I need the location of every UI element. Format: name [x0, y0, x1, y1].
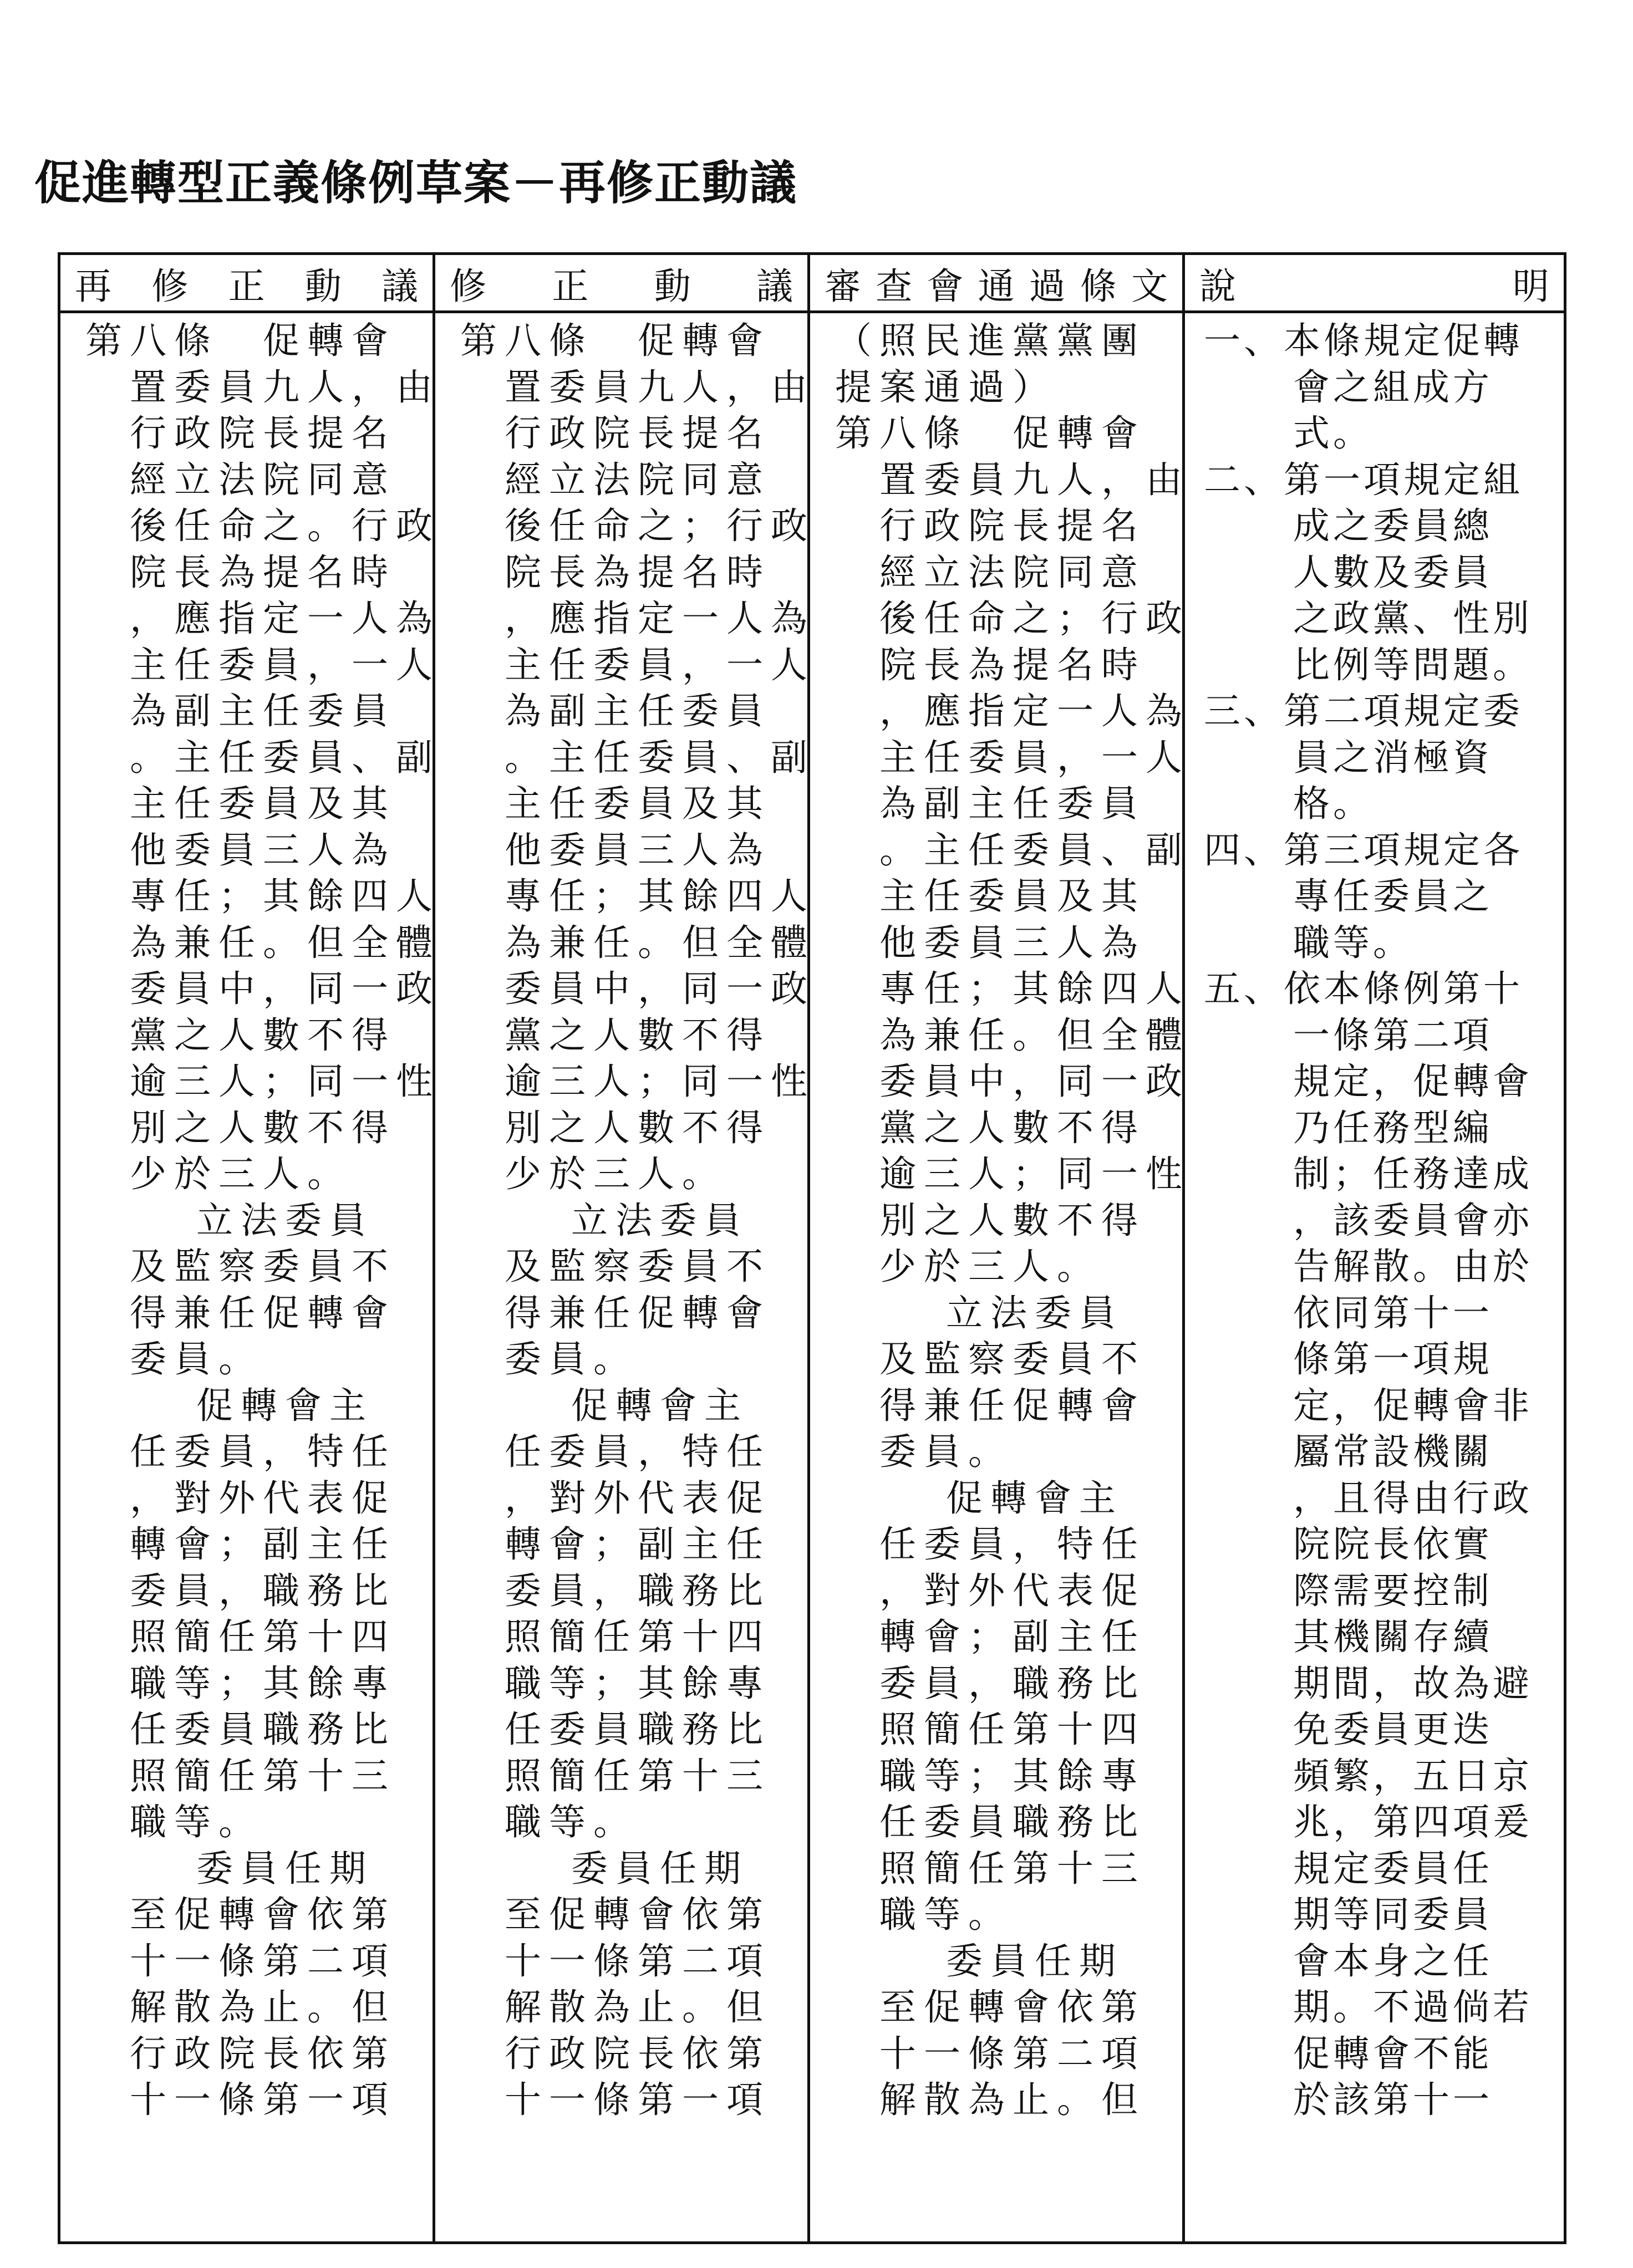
text-line: 逾三人；同一性 — [505, 1060, 815, 1103]
text-line: 第八條 促轉會 — [835, 412, 1146, 455]
text-line: 解散為止。但 — [879, 2078, 1146, 2121]
text-line: 職等。 — [879, 1893, 1013, 1936]
text-line: 職等；其餘專 — [879, 1754, 1146, 1797]
text-line: 至促轉會依第 — [879, 1986, 1146, 2029]
text-line: 十一條第一項 — [130, 2078, 396, 2121]
text-line: 行政院長提名 — [130, 412, 396, 455]
text-line: 少於三人。 — [505, 1153, 726, 1195]
text-line: 條第一項規 — [1293, 1338, 1493, 1380]
header-re-amendment — [59, 254, 434, 312]
header-char: 通 — [978, 264, 1015, 308]
text-line: 院長為提名時 — [130, 551, 396, 594]
text-line: 委員任期 — [946, 1939, 1123, 1982]
text-line: 少於三人。 — [879, 1245, 1101, 1288]
text-line: 為兼任。但全體 — [505, 921, 815, 964]
header-char: 動 — [304, 264, 342, 308]
text-line: 置委員九人，由 — [505, 365, 815, 409]
text-line: 期等同委員 — [1293, 1893, 1493, 1936]
text-line: 委員。 — [505, 1338, 638, 1380]
text-line: 為兼任。但全體 — [879, 1013, 1190, 1057]
header-char: 文 — [1131, 264, 1168, 308]
text-line: 黨之人數不得 — [130, 1013, 396, 1057]
text-line: 十一條第二項 — [505, 1939, 771, 1982]
text-line: 專任；其餘四人 — [130, 875, 440, 918]
text-line: ，應指定一人為 — [130, 597, 440, 640]
text-line: 解散為止。但 — [130, 1986, 396, 2029]
header-char: 查 — [876, 264, 913, 308]
text-line: 照簡任第十四 — [505, 1615, 771, 1658]
text-line: 為副主任委員 — [879, 782, 1146, 825]
text-line: 院長為提名時 — [879, 643, 1146, 686]
text-line: 會本身之任 — [1293, 1939, 1493, 1982]
text-line: ，應指定一人為 — [879, 690, 1190, 732]
text-line: 於該第十一 — [1293, 2078, 1493, 2121]
text-line: 院長為提名時 — [505, 551, 771, 594]
text-line: 後任命之。行政 — [130, 504, 440, 547]
text-line: 職等。 — [130, 1801, 263, 1843]
text-line: 行政院長依第 — [130, 2032, 396, 2075]
header-char: 議 — [756, 264, 793, 308]
text-line: 屬常設機關 — [1293, 1430, 1493, 1473]
text-line: 逾三人；同一性 — [879, 1153, 1190, 1195]
text-line: 得兼任促轉會 — [130, 1291, 396, 1334]
text-line: 後任命之；行政 — [879, 597, 1190, 640]
text-line: ，對外代表促 — [505, 1476, 771, 1520]
text-line: 轉會；副主任 — [130, 1523, 396, 1566]
text-line: 格。 — [1293, 782, 1373, 825]
header-char: 過 — [1029, 264, 1066, 308]
text-line: 他委員三人為 — [130, 828, 396, 871]
text-line: 十一條第二項 — [130, 1939, 396, 1982]
text-line: 二、第一項規定組 — [1204, 458, 1523, 501]
text-line: 定，促轉會非 — [1293, 1384, 1533, 1427]
text-line: 委員。 — [130, 1338, 263, 1380]
text-line: 職等。 — [1293, 921, 1413, 964]
text-line: 他委員三人為 — [879, 921, 1146, 964]
text-line: 促轉會主 — [946, 1476, 1123, 1520]
text-line: 任委員職務比 — [130, 1708, 396, 1751]
text-line: 行政院長提名 — [505, 412, 771, 455]
text-line: 任委員，特任 — [505, 1430, 771, 1473]
text-line: 期。不過倘若 — [1293, 1986, 1533, 2029]
text-line: 際需要控制 — [1293, 1569, 1493, 1612]
text-line: 少於三人。 — [130, 1153, 352, 1195]
text-line: 黨之人數不得 — [879, 1106, 1146, 1149]
text-line: 為副主任委員 — [130, 690, 396, 732]
text-line: 促轉會不能 — [1293, 2032, 1493, 2075]
text-line: 照簡任第十四 — [130, 1615, 396, 1658]
text-line: 委員。 — [879, 1430, 1013, 1473]
text-line: 轉會；副主任 — [879, 1615, 1146, 1658]
text-line: 之政黨、性別 — [1293, 597, 1533, 640]
text-line: 專任；其餘四人 — [505, 875, 815, 918]
table-header-row — [59, 254, 1565, 312]
text-line: 主任委員，一人 — [505, 643, 815, 686]
header-explanation — [1184, 254, 1565, 312]
text-line: 委員，職務比 — [879, 1661, 1146, 1705]
column-re-amendment — [59, 312, 440, 2243]
column-explanation — [1184, 312, 1565, 2243]
text-line: 委員任期 — [196, 1847, 374, 1890]
text-line: 經立法院同意 — [879, 551, 1146, 594]
text-line: 職等；其餘專 — [130, 1661, 396, 1705]
text-line: 至促轉會依第 — [505, 1893, 771, 1936]
text-line: 主任委員，一人 — [879, 736, 1190, 779]
header-char: 條 — [1080, 264, 1117, 308]
header-char: 會 — [927, 264, 964, 308]
text-line: 依同第十一 — [1293, 1291, 1493, 1334]
text-line: 及監察委員不 — [879, 1338, 1146, 1380]
text-line: 立法委員 — [571, 1199, 749, 1242]
text-line: 為副主任委員 — [505, 690, 771, 732]
text-line: 經立法院同意 — [130, 458, 396, 501]
text-line: 五、依本條例第十 — [1204, 967, 1523, 1010]
header-char: 修 — [151, 264, 189, 308]
text-line: 職等；其餘專 — [505, 1661, 771, 1705]
text-line: 期間，故為避 — [1293, 1661, 1533, 1705]
text-line: 比例等問題。 — [1293, 643, 1533, 686]
text-line: 主任委員及其 — [879, 875, 1146, 918]
text-line: 專任委員之 — [1293, 875, 1493, 918]
text-line: 主任委員及其 — [130, 782, 396, 825]
text-line: 。主任委員、副 — [130, 736, 440, 779]
text-line: 委員中，同一政 — [879, 1060, 1190, 1103]
text-line: 會之組成方 — [1293, 365, 1493, 409]
text-line: 置委員九人，由 — [130, 365, 440, 409]
text-line: ，應指定一人為 — [505, 597, 815, 640]
text-line: 三、第二項規定委 — [1204, 690, 1523, 732]
text-line: 促轉會主 — [196, 1384, 374, 1427]
text-line: ，對外代表促 — [130, 1476, 396, 1520]
table-body-row — [59, 312, 1565, 2243]
header-char: 正 — [552, 264, 589, 308]
text-line: 委員中，同一政 — [130, 967, 440, 1010]
text-line: 成之委員總 — [1293, 504, 1493, 547]
text-line: 第八條 促轉會 — [85, 319, 396, 362]
text-line: 其機關存續 — [1293, 1615, 1493, 1658]
text-line: 別之人數不得 — [505, 1106, 771, 1149]
text-line: 別之人數不得 — [130, 1106, 396, 1149]
text-line: 十一條第二項 — [879, 2032, 1146, 2075]
header-char: 說 — [1199, 264, 1236, 308]
text-line: 委員中，同一政 — [505, 967, 815, 1010]
text-line: 提案通過） — [835, 365, 1057, 409]
text-line: 為兼任。但全體 — [130, 921, 440, 964]
text-line: 解散為止。但 — [505, 1986, 771, 2029]
column-amendment — [434, 312, 815, 2243]
text-line: 乃任務型編 — [1293, 1106, 1493, 1149]
header-char: 審 — [825, 264, 861, 308]
text-line: 置委員九人，由 — [879, 458, 1190, 501]
text-line: 四、第三項規定各 — [1204, 828, 1523, 871]
text-line: 規定委員任 — [1293, 1847, 1493, 1890]
text-line: ，對外代表促 — [879, 1569, 1146, 1612]
document-title: 促進轉型正義條例草案－再修正動議 — [34, 155, 798, 210]
text-line: 經立法院同意 — [505, 458, 771, 501]
text-line: 照簡任第十三 — [130, 1754, 396, 1797]
text-line: 一條第二項 — [1293, 1013, 1493, 1057]
text-line: 。主任委員、副 — [505, 736, 815, 779]
text-line: 委員，職務比 — [505, 1569, 771, 1612]
header-char: 明 — [1513, 264, 1549, 308]
text-line: 員之消極資 — [1293, 736, 1493, 779]
header-char: 修 — [450, 264, 486, 308]
text-line: 照簡任第十三 — [879, 1847, 1146, 1890]
text-line: 第八條 促轉會 — [460, 319, 771, 362]
text-line: 後任命之；行政 — [505, 504, 815, 547]
header-amendment — [434, 254, 809, 312]
text-line: 主任委員，一人 — [130, 643, 440, 686]
text-line: 委員，職務比 — [130, 1569, 396, 1612]
text-line: 任委員職務比 — [879, 1801, 1146, 1843]
text-line: 主任委員及其 — [505, 782, 771, 825]
text-line: 照簡任第十三 — [505, 1754, 771, 1797]
text-line: 至促轉會依第 — [130, 1893, 396, 1936]
text-line: 黨之人數不得 — [505, 1013, 771, 1057]
text-line: 照簡任第十四 — [879, 1708, 1146, 1751]
text-line: 行政院長提名 — [879, 504, 1146, 547]
text-line: 式。 — [1293, 412, 1373, 455]
text-line: 轉會；副主任 — [505, 1523, 771, 1566]
text-line: 得兼任促轉會 — [879, 1384, 1146, 1427]
text-line: 。主任委員、副 — [879, 828, 1190, 871]
text-line: 及監察委員不 — [130, 1245, 396, 1288]
text-line: 逾三人；同一性 — [130, 1060, 440, 1103]
text-line: 院院長依實 — [1293, 1523, 1493, 1566]
text-line: （照民進黨黨團 — [835, 319, 1146, 362]
text-line: 人數及委員 — [1293, 551, 1493, 594]
text-line: 職等。 — [505, 1801, 638, 1843]
text-line: 促轉會主 — [571, 1384, 749, 1427]
text-line: 任委員，特任 — [879, 1523, 1146, 1566]
text-line: 別之人數不得 — [879, 1199, 1146, 1242]
header-char: 議 — [381, 264, 418, 308]
text-line: 十一條第一項 — [505, 2078, 771, 2121]
text-line: 免委員更迭 — [1293, 1708, 1493, 1751]
header-char: 再 — [75, 264, 111, 308]
text-line: 告解散。由於 — [1293, 1245, 1533, 1288]
text-line: 規定，促轉會 — [1293, 1060, 1533, 1103]
text-line: 立法委員 — [946, 1291, 1123, 1334]
header-char: 正 — [228, 264, 265, 308]
text-line: 任委員職務比 — [505, 1708, 771, 1751]
text-line: 委員任期 — [571, 1847, 749, 1890]
text-line: 制；任務達成 — [1293, 1153, 1533, 1195]
text-line: 一、本條規定促轉 — [1204, 319, 1523, 362]
text-line: 行政院長依第 — [505, 2032, 771, 2075]
text-line: 任委員，特任 — [130, 1430, 396, 1473]
text-line: 立法委員 — [196, 1199, 374, 1242]
column-committee-text — [809, 312, 1190, 2243]
text-line: 兆，第四項爰 — [1293, 1801, 1533, 1843]
text-line: ，且得由行政 — [1293, 1476, 1533, 1520]
text-line: 及監察委員不 — [505, 1245, 771, 1288]
text-line: 專任；其餘四人 — [879, 967, 1190, 1010]
text-line: 得兼任促轉會 — [505, 1291, 771, 1334]
text-line: ，該委員會亦 — [1293, 1199, 1533, 1242]
comparison-table — [58, 252, 1566, 2244]
header-char: 動 — [654, 264, 691, 308]
header-committee-text — [809, 254, 1184, 312]
text-line: 他委員三人為 — [505, 828, 771, 871]
text-line: 頻繁，五日京 — [1293, 1754, 1533, 1797]
